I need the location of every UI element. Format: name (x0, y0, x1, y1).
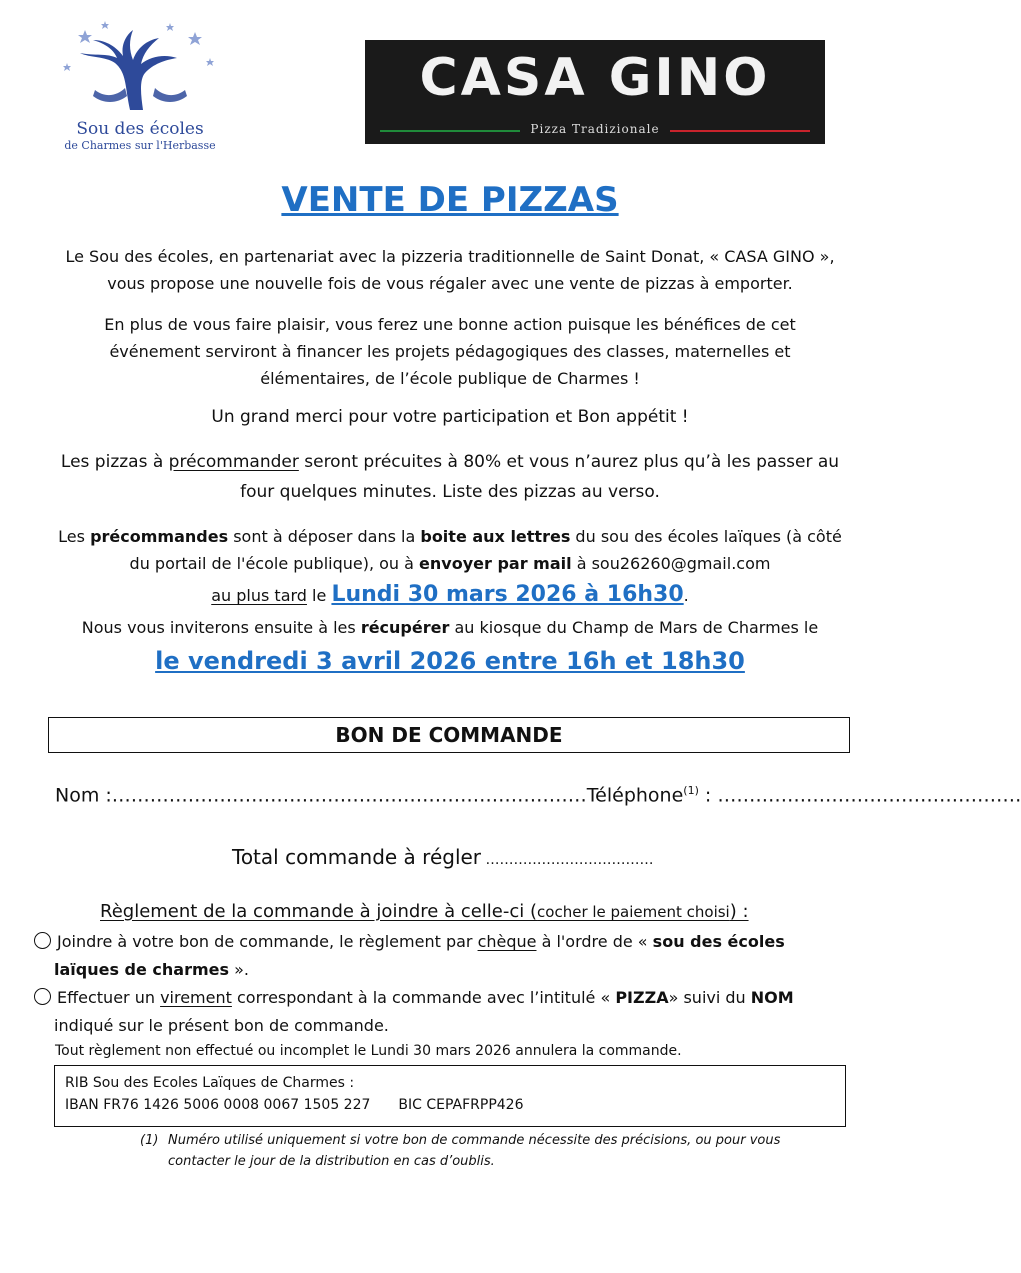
pickup-date: le vendredi 3 avril 2026 entre 16h et 18h30 (155, 647, 745, 675)
payment-option-virement: Effectuer un virement correspondant à la commande avec l’intitulé « PIZZA» suivi du NOM indiqué sur le présent bon de commande. (34, 984, 854, 1040)
payment-option-cheque: Joindre à votre bon de commande, le règlement par chèque à l'ordre de « sou des écoles laïques de charmes ». (34, 928, 834, 984)
logo-line1: Sou des écoles (76, 119, 204, 139)
page-title: VENTE DE PIZZAS (281, 180, 619, 220)
dropoff-paragraph: Les précommandes sont à déposer dans la boite aux lettres du sou des écoles laïques (à côté du portail de l'école publique), ou à envoyer par mail à sou26260@gmail.com (58, 527, 842, 573)
virement-radio[interactable] (34, 988, 51, 1005)
payment-warning: Tout règlement non effectué ou incomplet le Lundi 30 mars 2026 annulera la commande. (55, 1043, 682, 1059)
logo-line2: de Charmes sur l'Herbasse (64, 139, 216, 152)
precook-paragraph: Les pizzas à précommander seront précuites à 80% et vous n’aurez plus qu’à les passer au four quelques minutes. Liste des pizzas au verso. (60, 452, 840, 502)
rib-box (54, 1065, 846, 1127)
purpose-paragraph: En plus de vous faire plaisir, vous ferez une bonne action puisque les bénéfices de cet événement serviront à financer les projets pédagogiques des classes, maternelles et élémentaires, de l’école publique de Charmes ! (104, 315, 796, 388)
cheque-radio[interactable] (34, 932, 51, 949)
sou-des-ecoles-logo (55, 18, 225, 163)
total-line: Total commande à régler ……………………………… (232, 845, 654, 869)
phone-field[interactable]: : ………………………………………… (698, 784, 1021, 807)
rib-details: IBAN FR76 1426 5006 0008 0067 1505 227 BIC CEPAFRPP426 (65, 1097, 524, 1113)
name-phone-line: Nom :…………………………………………………………………Téléphone$^{(1)}$ : ………………………………………… (55, 784, 1021, 807)
casa-gino-subtitle: Pizza Tradizionale (530, 122, 660, 136)
total-field[interactable]: ……………………………… (481, 852, 654, 868)
tree-hands-icon (55, 18, 225, 113)
intro-paragraph: Le Sou des écoles, en partenariat avec la pizzeria traditionnelle de Saint Donat, « CASA GINO », vous propose une nouvelle fois de vous régaler avec une vente de pizzas à emporter. (65, 247, 835, 293)
casa-gino-logo (365, 40, 825, 144)
name-field[interactable]: Nom :………………………………………………………………… (55, 784, 587, 807)
pickup-line: Nous vous inviterons ensuite à les récupérer au kiosque du Champ de Mars de Charmes le (81, 618, 819, 637)
rib-title: RIB Sou des Ecoles Laïques de Charmes : (65, 1075, 355, 1091)
casa-gino-title: CASA GINO (419, 48, 771, 108)
thanks-paragraph: Un grand merci pour votre participation et Bon appétit ! (211, 407, 689, 427)
order-form-header: BON DE COMMANDE (48, 717, 850, 753)
deadline-line: au plus tard le Lundi 30 mars 2026 à 16h30. (211, 582, 689, 607)
payment-heading: Règlement de la commande à joindre à celle-ci (cocher le paiement choisi) : (100, 901, 749, 922)
footnote: (1) Numéro utilisé uniquement si votre bon de commande nécessite des précisions, ou pour vous contacter le jour de la distribution en cas d’oublis. (140, 1133, 781, 1169)
